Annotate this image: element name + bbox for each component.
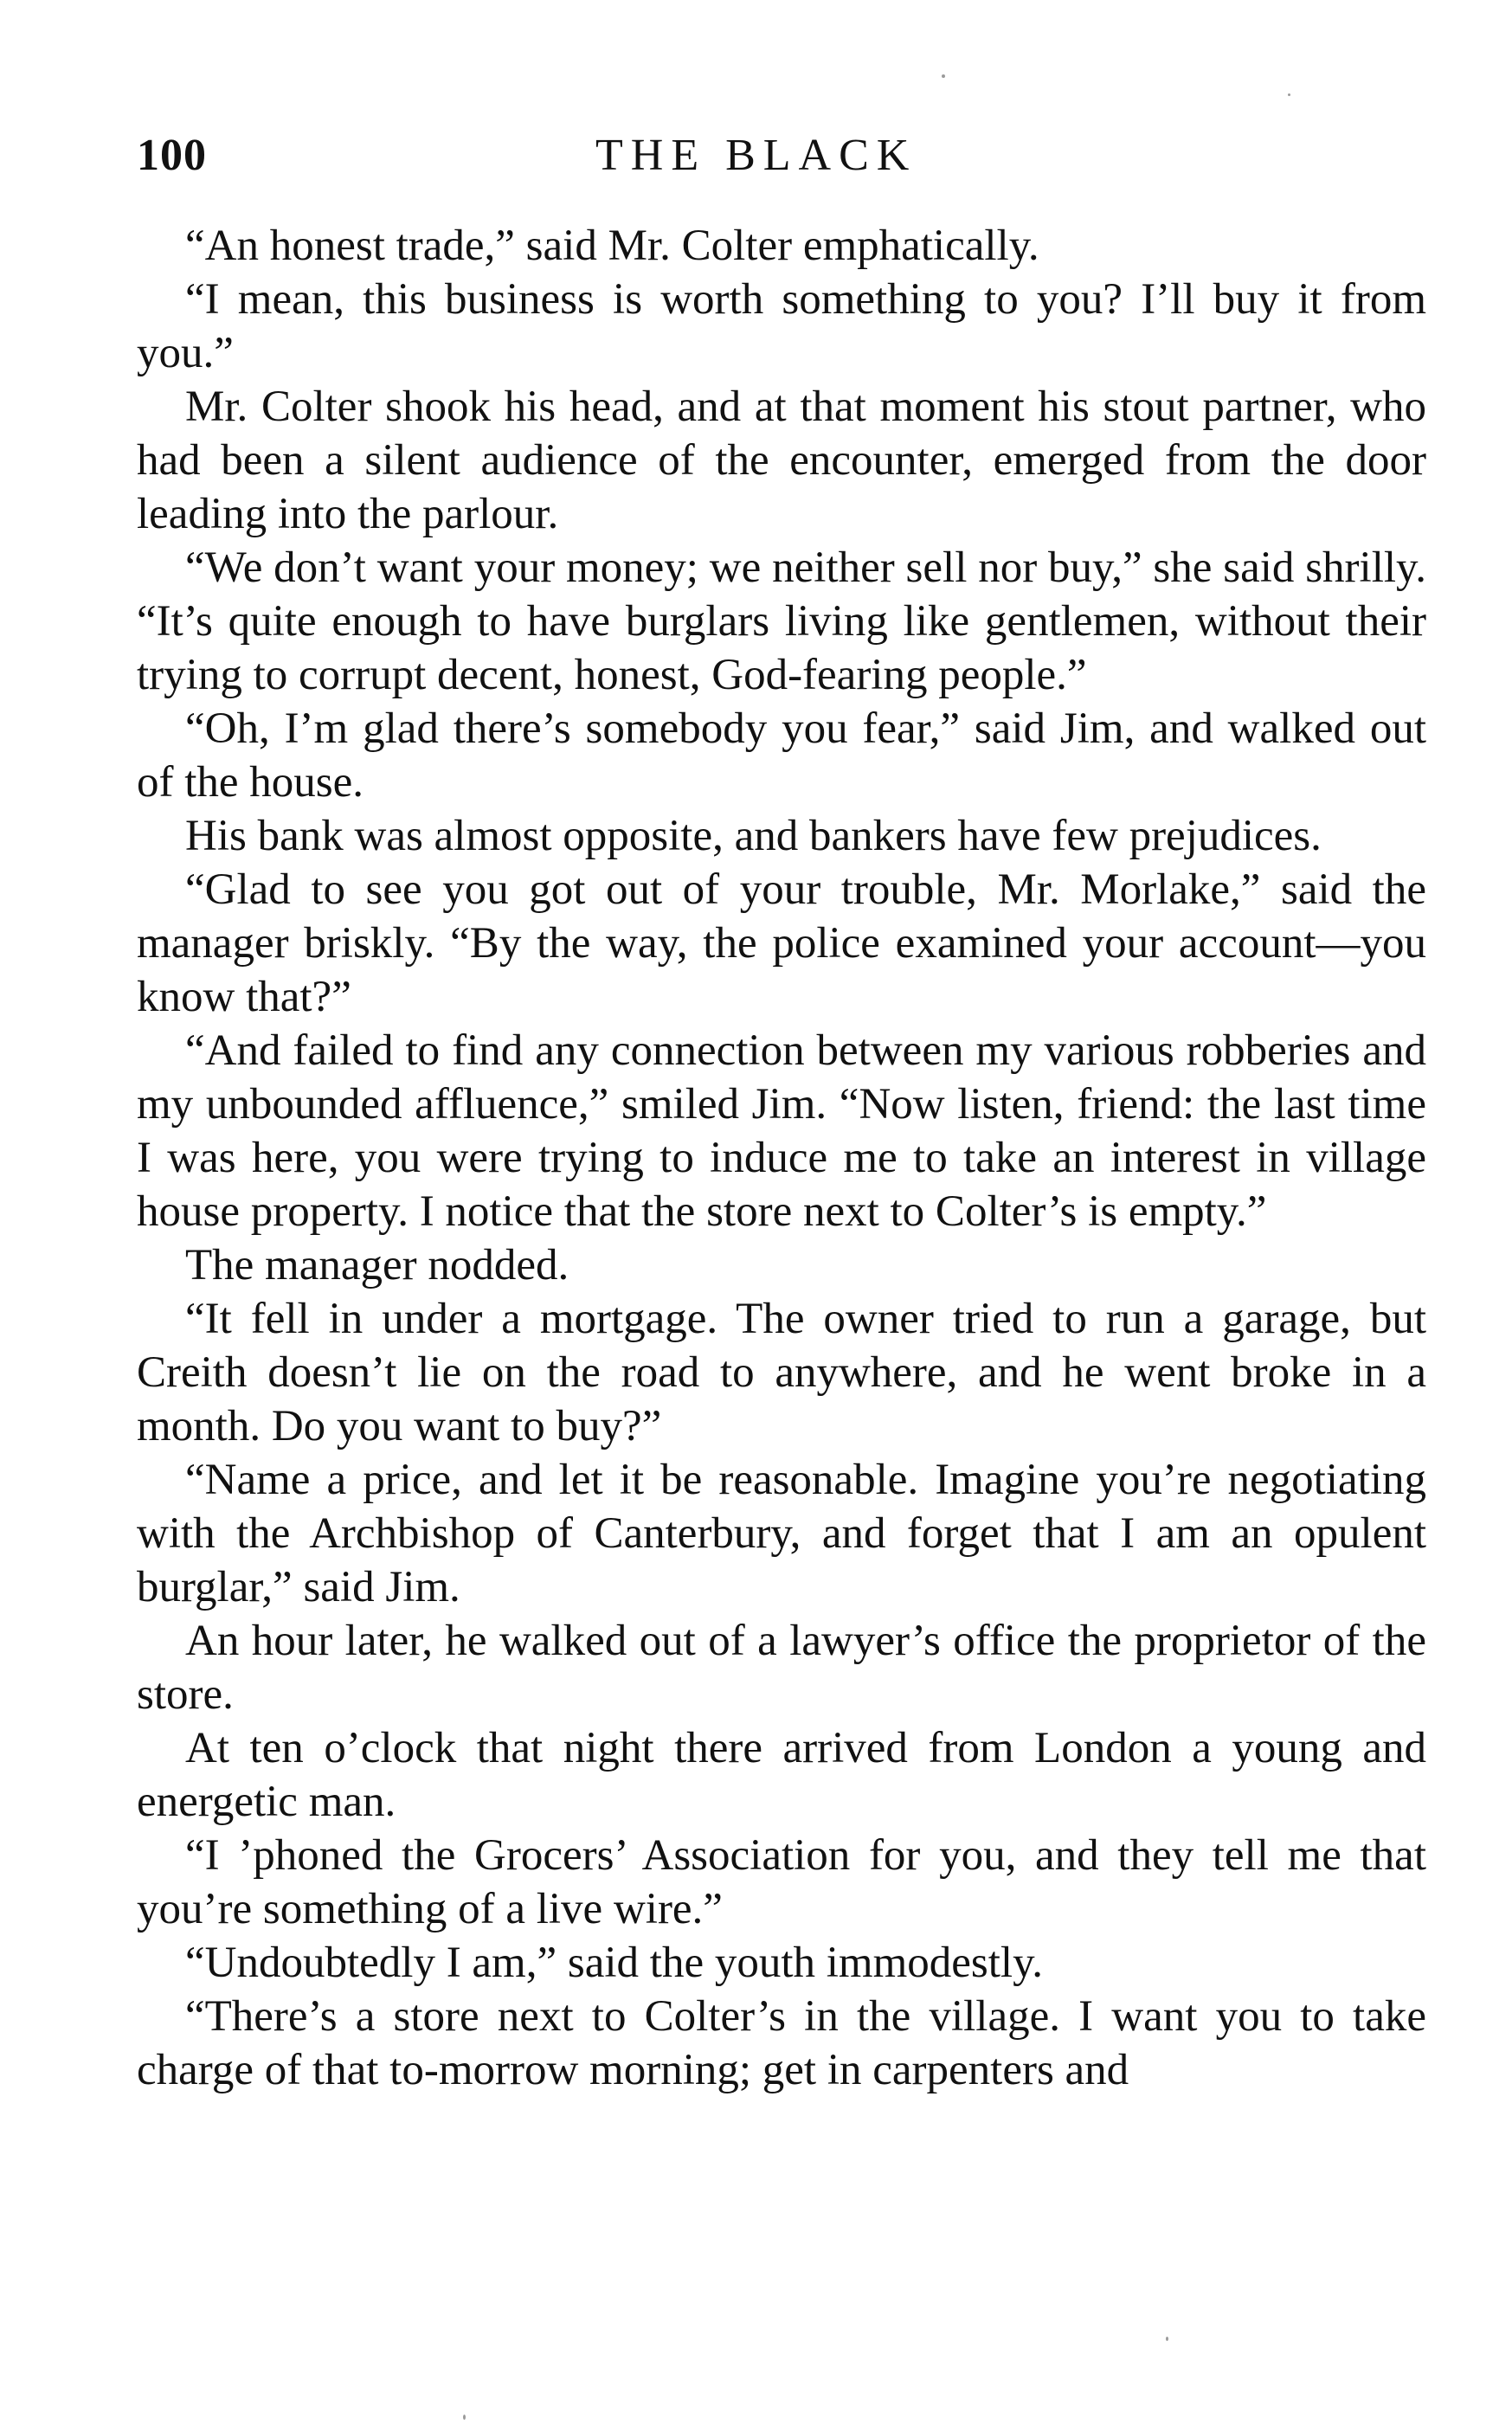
running-title: THE BLACK <box>595 131 917 180</box>
paragraph: “And failed to find any connection between my various robberies and my unbounded affluence,” smiled Jim. “Now listen, friend: the last time I was here, you were trying to induce me to take an interest in village house property. I notice that the store next to Colter’s is empty.” <box>137 1026 1426 1236</box>
paragraph: The manager nodded. <box>185 1241 569 1289</box>
paragraph: His bank was almost opposite, and bankers have few prejudices. <box>185 812 1322 860</box>
scan-speck <box>463 2415 466 2420</box>
paragraph: “Oh, I’m glad there’s somebody you fear,” said Jim, and walked out of the house. <box>137 704 1426 807</box>
page-number: 100 <box>137 131 207 180</box>
paragraph: “Undoubtedly I am,” said the youth immodestly. <box>185 1939 1044 1987</box>
body-text <box>137 219 1426 2097</box>
paragraph: “We don’t want your money; we neither sell nor buy,” she said shrilly. “It’s quite enough to have burglars living like gentlemen, without their trying to corrupt decent, honest, God-fearing people.” <box>137 543 1426 699</box>
paragraph: At ten o’clock that night there arrived from London a young and energetic man. <box>137 1724 1426 1826</box>
page-header <box>137 130 1426 190</box>
scan-speck <box>1288 93 1290 96</box>
paragraph: “I ’phoned the Grocers’ Association for you, and they tell me that you’re something of a live wire.” <box>137 1831 1426 1933</box>
paragraph: “It fell in under a mortgage. The owner tried to run a garage, but Creith doesn’t lie on the road to anywhere, and he went broke in a month. Do you want to buy?” <box>137 1295 1426 1450</box>
scan-speck <box>1166 2337 1168 2341</box>
paragraph: “There’s a store next to Colter’s in the village. I want you to take charge of that to-morrow morning; get in carpenters and <box>137 1992 1426 2094</box>
scan-speck <box>942 74 945 78</box>
paragraph: “Name a price, and let it be reasonable. Imagine you’re negotiating with the Archbishop of Canterbury, and forget that I am an opulent burglar,” said Jim. <box>137 1456 1426 1611</box>
paragraph: Mr. Colter shook his head, and at that moment his stout partner, who had been a silent audience of the encounter, emerged from the door leading into the parlour. <box>137 383 1426 538</box>
paragraph: “Glad to see you got out of your trouble, Mr. Morlake,” said the manager briskly. “By the way, the police examined your account—you know that?” <box>137 865 1426 1021</box>
paragraph: “I mean, this business is worth something to you? I’ll buy it from you.” <box>137 275 1426 377</box>
paragraph: An hour later, he walked out of a lawyer’s office the proprietor of the store. <box>137 1617 1426 1719</box>
paragraph: “An honest trade,” said Mr. Colter emphatically. <box>185 222 1039 270</box>
